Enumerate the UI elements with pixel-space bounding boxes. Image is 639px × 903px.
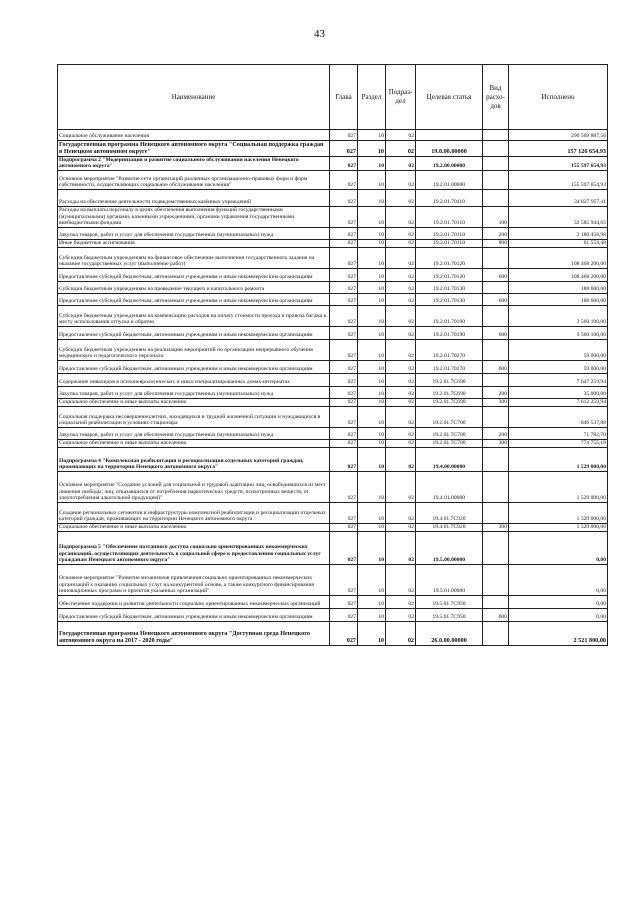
table-row <box>58 427 608 439</box>
row-razdel: 10 <box>358 130 386 141</box>
table-row <box>58 207 608 228</box>
row-name: Расходы на выплаты персоналу в целях обеспечения выполнения функций государственными (муниципальными) органами, казенными учреждениями, органами управления государственными внебюджетными фондами <box>58 207 330 228</box>
row-vid: 600 <box>483 293 509 305</box>
row-podrazdel: 02 <box>386 305 416 326</box>
expenditure-table <box>57 64 608 646</box>
row-target: 19.2.01.70190 <box>416 305 483 326</box>
table-row <box>58 227 608 239</box>
row-podrazdel: 02 <box>386 531 416 564</box>
row-amount: 3 560 100,00 <box>509 305 608 326</box>
row-amount: 188 600,00 <box>509 293 608 305</box>
row-name: Иные бюджетные ассигнования <box>58 239 330 247</box>
table-row <box>58 156 608 170</box>
row-vid <box>483 471 509 502</box>
row-podrazdel: 02 <box>386 621 416 645</box>
row-amount: 2 180 458,98 <box>509 227 608 239</box>
row-name: Основное мероприятие "Развитие сети организаций различных организационно-правовых форм и форм собственности, осуществляющих социальное обслуживание населения" <box>58 171 330 190</box>
row-amount: 155 597 654,93 <box>509 156 608 170</box>
table-row <box>58 268 608 281</box>
row-podrazdel: 02 <box>386 608 416 621</box>
row-amount: 0,00 <box>509 608 608 621</box>
row-vid <box>483 305 509 326</box>
row-name: Закупка товаров, работ и услуг для обеспечения государственных (муниципальных) нужд <box>58 227 330 239</box>
row-podrazdel: 02 <box>386 523 416 531</box>
row-glava: 027 <box>330 373 358 386</box>
row-target: 19.2.01.7С700 <box>416 439 483 447</box>
row-vid <box>483 339 509 360</box>
row-glava: 027 <box>330 130 358 141</box>
row-name: Предоставление субсидий бюджетным, автономным учреждениям и иным некоммерческим организациям <box>58 293 330 305</box>
row-target: 19.2.01.7С700 <box>416 427 483 439</box>
row-name: Предоставление субсидий бюджетным, автономным учреждениям и иным некоммерческим организациям <box>58 360 330 373</box>
header-target: Целевая статья <box>416 65 483 130</box>
row-glava: 027 <box>330 268 358 281</box>
row-target <box>416 130 483 141</box>
table-row <box>58 523 608 531</box>
row-name: Социальное обеспечение и иные выплаты населению <box>58 523 330 531</box>
row-vid: 600 <box>483 268 509 281</box>
row-podrazdel: 02 <box>386 141 416 157</box>
header-podrazdel: Подраз-дел <box>386 65 416 130</box>
row-amount: 1 529 000,00 <box>509 471 608 502</box>
row-target: 19.2.01.70120 <box>416 268 483 281</box>
row-name: Предоставление субсидий бюджетным, автономным учреждениям и иным некоммерческим организациям <box>58 326 330 339</box>
row-amount: 59 000,00 <box>509 360 608 373</box>
row-amount: 108 468 200,00 <box>509 268 608 281</box>
row-target: 19.2.01.7С690 <box>416 386 483 398</box>
row-target: 19.5.00.00000 <box>416 531 483 564</box>
row-glava: 027 <box>330 239 358 247</box>
table-row <box>58 398 608 406</box>
table-row <box>58 564 608 595</box>
row-vid <box>483 373 509 386</box>
row-target: 26.0.00.00000 <box>416 621 483 645</box>
table-row <box>58 305 608 326</box>
row-name: Социальная поддержка несовершеннолетних, находящихся в трудной жизненной ситуации и нуждающихся в социальной реабилитации в условиях стационара <box>58 406 330 427</box>
row-target: 19.2.01.70120 <box>416 247 483 268</box>
row-razdel: 10 <box>358 141 386 157</box>
row-glava: 027 <box>330 502 358 523</box>
row-razdel: 10 <box>358 360 386 373</box>
row-target: 19.2.01.70130 <box>416 293 483 305</box>
table-row <box>58 171 608 190</box>
row-vid: 200 <box>483 386 509 398</box>
row-vid <box>483 564 509 595</box>
row-podrazdel: 02 <box>386 156 416 170</box>
row-amount: 1 529 000,00 <box>509 502 608 523</box>
row-amount: 846 537,88 <box>509 406 608 427</box>
row-glava: 027 <box>330 207 358 228</box>
row-amount: 0,00 <box>509 531 608 564</box>
row-podrazdel: 02 <box>386 207 416 228</box>
row-razdel: 10 <box>358 595 386 608</box>
row-target: 19.0.00.00000 <box>416 141 483 157</box>
row-podrazdel: 02 <box>386 293 416 305</box>
table-row <box>58 326 608 339</box>
row-podrazdel: 02 <box>386 227 416 239</box>
row-podrazdel: 02 <box>386 471 416 502</box>
row-glava: 027 <box>330 190 358 207</box>
row-target: 19.2.00.00000 <box>416 156 483 170</box>
row-name: Основное мероприятие "Развитие механизмов привлечения социально ориентированных некоммерческих организаций к оказанию социальных услуг на конкурентной основе, а также конкурсного финансирования инновационных программ и проектов указанных организаций" <box>58 564 330 595</box>
row-amount: 1 529 000,00 <box>509 447 608 471</box>
row-amount: 34 827 957,11 <box>509 190 608 207</box>
row-razdel: 10 <box>358 293 386 305</box>
table-row <box>58 360 608 373</box>
row-glava: 027 <box>330 326 358 339</box>
header-amount: Исполнено <box>509 65 608 130</box>
row-glava: 027 <box>330 227 358 239</box>
table-row <box>58 439 608 447</box>
row-podrazdel: 02 <box>386 406 416 427</box>
row-glava: 027 <box>330 386 358 398</box>
table-row <box>58 595 608 608</box>
row-glava: 027 <box>330 439 358 447</box>
row-amount: 188 600,00 <box>509 281 608 293</box>
row-podrazdel: 02 <box>386 439 416 447</box>
row-amount: 290 569 887,56 <box>509 130 608 141</box>
row-glava: 027 <box>330 398 358 406</box>
row-podrazdel: 02 <box>386 427 416 439</box>
table-row <box>58 293 608 305</box>
row-name: Субсидии бюджетным учреждениям на компенсацию расходов на оплату стоимости проезда и провоза багажа к месту использования отпуска и обратно <box>58 305 330 326</box>
row-name: Подпрограмма 2 "Модернизация и развитие социального обслуживания населения Ненецкого автономного округа" <box>58 156 330 170</box>
table-row <box>58 339 608 360</box>
row-razdel: 10 <box>358 281 386 293</box>
table-row <box>58 130 608 141</box>
row-razdel: 10 <box>358 531 386 564</box>
row-glava: 027 <box>330 471 358 502</box>
row-glava: 027 <box>330 531 358 564</box>
row-podrazdel: 02 <box>386 447 416 471</box>
row-glava: 027 <box>330 247 358 268</box>
row-razdel: 10 <box>358 386 386 398</box>
row-amount: 7 647 259,94 <box>509 373 608 386</box>
row-target: 19.2.01.70110 <box>416 190 483 207</box>
row-glava: 027 <box>330 564 358 595</box>
row-amount: 61 553,48 <box>509 239 608 247</box>
row-vid <box>483 281 509 293</box>
row-podrazdel: 02 <box>386 373 416 386</box>
row-vid: 300 <box>483 439 509 447</box>
row-glava: 027 <box>330 447 358 471</box>
row-target: 19.2.01.70270 <box>416 360 483 373</box>
row-glava: 027 <box>330 171 358 190</box>
row-name: Субсидии бюджетным учреждениям на проведение текущего и капитального ремонта <box>58 281 330 293</box>
row-glava: 027 <box>330 608 358 621</box>
row-glava: 027 <box>330 281 358 293</box>
row-vid <box>483 141 509 157</box>
row-razdel: 10 <box>358 190 386 207</box>
row-vid <box>483 130 509 141</box>
table-row <box>58 502 608 523</box>
row-glava: 027 <box>330 595 358 608</box>
row-glava: 027 <box>330 156 358 170</box>
row-name: Обеспечение поддержки и развития деятельности социально ориентированных некоммерческих организаций <box>58 595 330 608</box>
row-razdel: 10 <box>358 326 386 339</box>
row-name: Основное мероприятие "Создание условий для социальной и трудовой адаптации лиц, освободившихся из мест лишения свободы, лиц, отказавшихся от потребления наркотических средств, психотропных веществ, от злоупотребления алкогольной продукцией" <box>58 471 330 502</box>
row-vid: 600 <box>483 608 509 621</box>
table-row <box>58 406 608 427</box>
row-razdel: 10 <box>358 207 386 228</box>
row-amount: 32 585 944,65 <box>509 207 608 228</box>
table-row <box>58 247 608 268</box>
row-razdel: 10 <box>358 439 386 447</box>
table-row <box>58 621 608 645</box>
row-name: Подпрограмма 4 "Комплексная реабилитация и ресоциализация отдельных категорий граждан, проживающих на территории Ненецкого автономного округа" <box>58 447 330 471</box>
header-glava: Глава <box>330 65 358 130</box>
row-razdel: 10 <box>358 406 386 427</box>
row-amount: 0,00 <box>509 595 608 608</box>
row-glava: 027 <box>330 305 358 326</box>
row-amount: 774 755,18 <box>509 439 608 447</box>
row-vid <box>483 156 509 170</box>
row-amount: 2 521 800,00 <box>509 621 608 645</box>
row-podrazdel: 02 <box>386 130 416 141</box>
row-razdel: 10 <box>358 523 386 531</box>
header-razdel: Раздел <box>358 65 386 130</box>
row-vid <box>483 190 509 207</box>
row-target: 19.4.01.00000 <box>416 471 483 502</box>
row-name: Закупка товаров, работ и услуг для обеспечения государственных (муниципальных) нужд <box>58 427 330 439</box>
row-glava: 027 <box>330 360 358 373</box>
table-row <box>58 447 608 471</box>
table-row <box>58 239 608 247</box>
row-razdel: 10 <box>358 621 386 645</box>
row-target: 19.4.01.7С920 <box>416 502 483 523</box>
row-target: 19.2.01.70110 <box>416 239 483 247</box>
row-razdel: 10 <box>358 247 386 268</box>
row-vid: 100 <box>483 207 509 228</box>
row-amount: 3 560 100,00 <box>509 326 608 339</box>
row-amount: 108 468 200,00 <box>509 247 608 268</box>
row-name: Субсидии бюджетным учреждениям на финансовое обеспечение выполнения государственного задания на оказание государственных услуг (выполнение работ) <box>58 247 330 268</box>
row-glava: 027 <box>330 406 358 427</box>
row-podrazdel: 02 <box>386 281 416 293</box>
row-target: 19.2.01.7С700 <box>416 406 483 427</box>
table-row <box>58 281 608 293</box>
row-podrazdel: 02 <box>386 398 416 406</box>
row-podrazdel: 02 <box>386 386 416 398</box>
row-vid <box>483 531 509 564</box>
row-name: Социальное обеспечение и иные выплаты населению <box>58 398 330 406</box>
row-razdel: 10 <box>358 502 386 523</box>
row-podrazdel: 02 <box>386 247 416 268</box>
table-row <box>58 608 608 621</box>
row-podrazdel: 02 <box>386 502 416 523</box>
row-razdel: 10 <box>358 268 386 281</box>
row-razdel: 10 <box>358 339 386 360</box>
row-target: 19.2.01.70110 <box>416 227 483 239</box>
row-razdel: 10 <box>358 471 386 502</box>
row-razdel: 10 <box>358 427 386 439</box>
row-podrazdel: 02 <box>386 171 416 190</box>
row-amount: 7 612 259,94 <box>509 398 608 406</box>
row-razdel: 10 <box>358 608 386 621</box>
row-target: 19.4.01.7С920 <box>416 523 483 531</box>
row-vid: 600 <box>483 326 509 339</box>
row-vid: 200 <box>483 227 509 239</box>
row-podrazdel: 02 <box>386 239 416 247</box>
table-row <box>58 386 608 398</box>
row-vid <box>483 447 509 471</box>
row-razdel: 10 <box>358 227 386 239</box>
table-row <box>58 471 608 502</box>
table-row <box>58 190 608 207</box>
row-podrazdel: 02 <box>386 564 416 595</box>
row-amount: 0,00 <box>509 564 608 595</box>
row-podrazdel: 02 <box>386 268 416 281</box>
row-name: Подпрограмма 5 "Обеспечение поэтапного доступа социально ориентированных некоммерческих организаций, осуществляющих деятельность в социальной сфере к предоставлению социальных услуг гражданам Ненецкого автономного округа" <box>58 531 330 564</box>
row-vid: 200 <box>483 427 509 439</box>
row-target: 19.2.01.00000 <box>416 171 483 190</box>
row-vid <box>483 621 509 645</box>
header-vid: Вид расхо-дов <box>483 65 509 130</box>
row-target: 19.2.01.70130 <box>416 281 483 293</box>
table-body <box>58 130 608 646</box>
page-number: 43 <box>314 28 325 40</box>
row-target: 19.5.01.00000 <box>416 564 483 595</box>
row-target: 19.2.01.70110 <box>416 207 483 228</box>
row-name: Социальное обеспечение и иные выплаты населению <box>58 439 330 447</box>
row-vid <box>483 595 509 608</box>
row-razdel: 10 <box>358 239 386 247</box>
row-target: 19.2.01.70190 <box>416 326 483 339</box>
row-podrazdel: 02 <box>386 360 416 373</box>
row-razdel: 10 <box>358 398 386 406</box>
row-razdel: 10 <box>358 373 386 386</box>
row-glava: 027 <box>330 293 358 305</box>
row-name: Предоставление субсидий бюджетным, автономным учреждениям и иным некоммерческим организациям <box>58 268 330 281</box>
row-name: Субсидии бюджетным учреждениям на реализацию мероприятий по организации непрерывного обучения медицинского и педагогического персонала <box>58 339 330 360</box>
row-glava: 027 <box>330 339 358 360</box>
row-razdel: 10 <box>358 171 386 190</box>
row-vid <box>483 247 509 268</box>
row-podrazdel: 02 <box>386 595 416 608</box>
row-vid: 300 <box>483 523 509 531</box>
table-row <box>58 531 608 564</box>
row-target: 19.2.01.70270 <box>416 339 483 360</box>
row-name: Предоставление субсидий бюджетным, автономным учреждениям и иным некоммерческим организациям <box>58 608 330 621</box>
row-podrazdel: 02 <box>386 326 416 339</box>
header-name: Наименование <box>58 65 330 130</box>
row-name: Закупка товаров, работ и услуг для обеспечения государственных (муниципальных) нужд <box>58 386 330 398</box>
row-name: Содержание инвалидов в психоневрологических и иных специализированных домах-интернатах <box>58 373 330 386</box>
row-name: Государственная программа Ненецкого автономного округа "Социальная поддержка граждан в Ненецком автономном округе" <box>58 141 330 157</box>
row-glava: 027 <box>330 427 358 439</box>
row-vid: 600 <box>483 360 509 373</box>
row-razdel: 10 <box>358 156 386 170</box>
row-name: Расходы на обеспечение деятельности подведомственных казённых учреждений <box>58 190 330 207</box>
row-razdel: 10 <box>358 305 386 326</box>
row-vid <box>483 406 509 427</box>
row-amount: 71 782,70 <box>509 427 608 439</box>
row-amount: 155 597 654,93 <box>509 171 608 190</box>
row-amount: 157 126 654,93 <box>509 141 608 157</box>
table-header-row <box>58 65 608 130</box>
row-name: Социальное обслуживание населения <box>58 130 330 141</box>
table-row <box>58 141 608 157</box>
row-vid <box>483 502 509 523</box>
row-target: 19.5.01.7С950 <box>416 608 483 621</box>
row-target: 19.2.01.7С690 <box>416 373 483 386</box>
row-amount: 59 000,00 <box>509 339 608 360</box>
row-glava: 027 <box>330 523 358 531</box>
row-razdel: 10 <box>358 564 386 595</box>
row-target: 19.4.00.00000 <box>416 447 483 471</box>
row-amount: 35 000,00 <box>509 386 608 398</box>
row-glava: 027 <box>330 621 358 645</box>
row-razdel: 10 <box>358 447 386 471</box>
row-amount: 1 529 000,00 <box>509 523 608 531</box>
row-vid: 300 <box>483 398 509 406</box>
row-vid: 800 <box>483 239 509 247</box>
row-glava: 027 <box>330 141 358 157</box>
table-row <box>58 373 608 386</box>
row-target: 19.2.01.7С690 <box>416 398 483 406</box>
row-vid <box>483 171 509 190</box>
row-name: Создание региональных сегментов и инфраструктуры комплексной реабилитации и ресоциализации отдельных категорий граждан, проживающих на территории Ненецкого автономного округа <box>58 502 330 523</box>
row-podrazdel: 02 <box>386 190 416 207</box>
row-podrazdel: 02 <box>386 339 416 360</box>
row-target: 19.5.01.7С950 <box>416 595 483 608</box>
row-name: Государственная программа Ненецкого автономного округа "Доступная среда Ненецкого автономного округа на 2017 - 2020 годы" <box>58 621 330 645</box>
